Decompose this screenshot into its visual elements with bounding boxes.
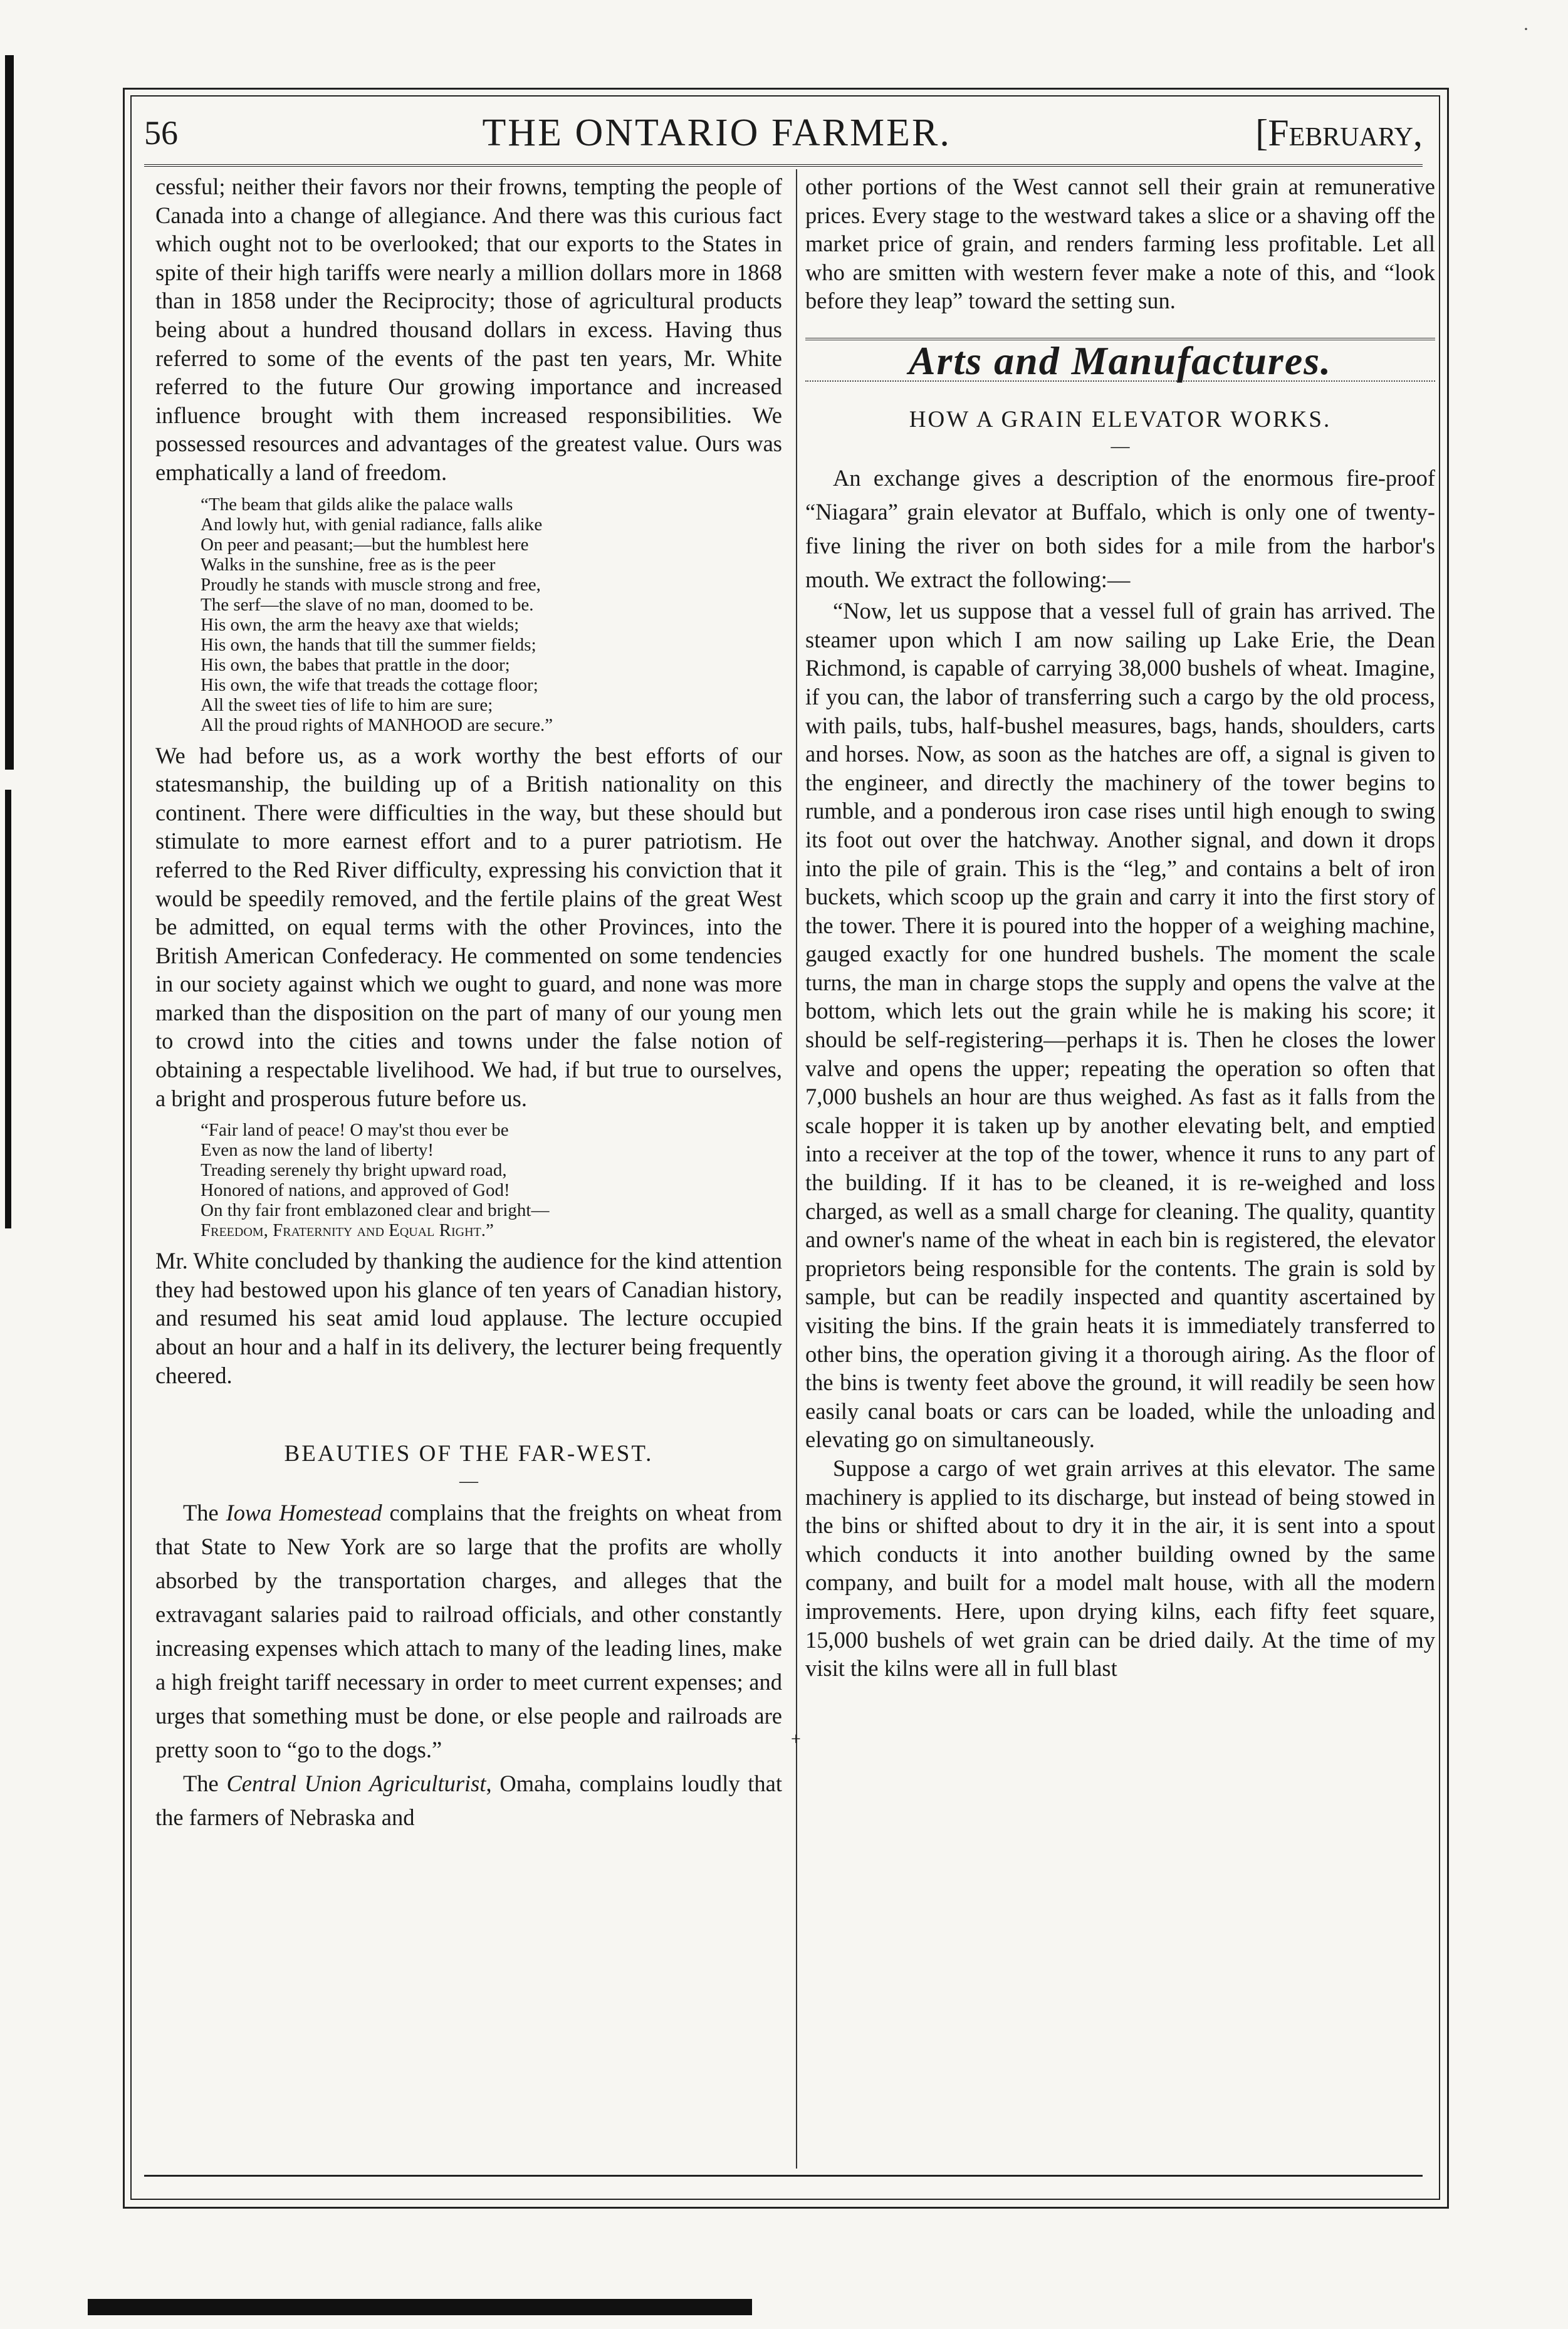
poem-line: His own, the babes that prattle in the door; (201, 654, 510, 675)
scan-edge-mark (88, 2299, 752, 2315)
poem-line: And lowly hut, with genial radiance, falls alike (201, 514, 543, 535)
binding-edge-mark-lower (5, 790, 11, 1228)
publication-title: THE ONTARIO FARMER. (482, 111, 951, 154)
article-paragraph: “Now, let us suppose that a vessel full of grain has arrived. The steamer upon which I am now sailing up Lake Erie, the Dean Richmond, is capable of carrying 38,000 bushels of wheat. Imagine, if you can, the labor of transferring such a cargo by the old process, with pails, tubs, half-bushel measures, bags, hands, shoulders, carts and horses. Now, as soon as the hatches are off, a signal is given to the engineer, and directly the machinery of the tower begins to rumble, and a ponderous iron case rises until high enough to swing its foot out over the hatchway. Another signal, and down it drops into the pile of grain. This is the “leg,” and contains a belt of iron buckets, which scoop up the grain and carry it into the first story of the tower. There it is poured into the hopper of a weighing machine, gauged exactly for one hundred bushels. The moment the scale turns, the man in charge stops the supply and opens the valve at the bottom, which lets out the grain while he is making his score; it should be self-registering—perhaps it is. Then he closes the lower valve and opens the upper; repeating the operation so often that 7,000 bushels an hour are thus weighed. As fast as it falls from the scale hopper it is taken up by another elevating belt, and emptied into a receiver at the top of the tower, whence it runs to any part of the building. If it has to be cleaned, it is re-weighed and loss charged, as well as a small charge for cleaning. The quality, quantity and owner's name of the wheat in each bin is registered, the elevator proprietors being responsible for the contents. The grain is sold by sample, but can be readily inspected and quantity ascertained by visiting the bins. If the grain heats it is immediately transferred to other bins, the operation giving it a thorough airing. As the floor of the bins is twenty feet above the ground, it will readily be seen how easily canal boats or cars can be loaded, while the unloading and elevating go on simultaneously. (805, 598, 1435, 1453)
section-title: Arts and Manufactures. (908, 338, 1332, 383)
poem-line: Freedom, Fraternity and Equal Right.” (201, 1220, 494, 1241)
poem-line: On thy fair front emblazoned clear and bright— (201, 1200, 550, 1221)
article-paragraph: An exchange gives a description of the enormous fire-proof “Niagara” grain elevator at Buffalo, which is only one of twenty-five lining the river on both sides for a mile from the harbor's mouth. We extract the following:— (805, 465, 1435, 593)
poem-line: Proudly he stands with muscle strong and free, (201, 574, 541, 595)
page-number: 56 (144, 114, 178, 152)
article-heading: HOW A GRAIN ELEVATOR WORKS. (909, 406, 1332, 432)
poem-line: On peer and peasant;—but the humblest here (201, 534, 529, 555)
column-divider (796, 169, 797, 2169)
left-column (155, 172, 782, 1834)
article-paragraph (155, 1767, 782, 1834)
newspaper-name: Central Union Agriculturist (226, 1770, 486, 1796)
article-paragraph: Mr. White concluded by thanking the audience for the kind attention they had bestowed upon his glance of ten years of Canadian history, and resumed his seat amid loud applause. The lecture occupied about an hour and a half in its delivery, the lecturer being frequently cheered. (155, 1248, 782, 1388)
article-paragraph: We had before us, as a work worthy the best efforts of our statesmanship, the building up of a British nationality on this continent. There were difficulties in the way, but these should but stimulate to more earnest effort and to a purer patriotism. He referred to the Red River difficulty, expressing his conviction that it would be speedily removed, and the fertile plains of the great West be admitted, on equal terms with the other Provinces, into the British American Confederacy. He commented on some tendencies in our society against which we ought to guard, and none was more marked than the disposition on the part of many of our young men to crowd into the cities and towns under the false notion of obtaining a respectable livelihood. We had, if but true to ourselves, a bright and prosperous future before us. (155, 742, 782, 1111)
article-continuation-paragraph: other portions of the West cannot sell their grain at remunerative prices. Every stage to the westward takes a slice or a shaving off the market price of grain, and renders farming less profitable. Let all who are smitten with western fever make a note of this, and “look before they leap” toward the setting sun. (805, 174, 1435, 314)
issue-month: [February, (1255, 112, 1423, 154)
text-run: The (183, 1770, 227, 1796)
poem-line: Even as now the land of liberty! (201, 1140, 434, 1161)
margin-mark: + (791, 1730, 801, 1749)
poem-line: Honored of nations, and approved of God! (201, 1180, 510, 1201)
poem-line: “Fair land of peace! O may'st thou ever be (201, 1120, 509, 1141)
poem-line: All the proud rights of MANHOOD are secure.” (201, 714, 553, 735)
text-run: The (183, 1499, 226, 1526)
article-paragraph (155, 1496, 782, 1767)
poem-line: His own, the wife that treads the cottage floor; (201, 674, 538, 695)
footer-rule (144, 2175, 1423, 2177)
poem-line: Walks in the sunshine, free as is the peer (201, 554, 496, 575)
article-continuation-paragraph: cessful; neither their favors nor their frowns, tempting the people of Canada into a change of allegiance. And there was this curious fact which ought not to be overlooked; that our exports to the States in spite of their high tariffs were nearly a million dollars more in 1868 than in 1858 under the Reciprocity; those of agricultural products being about a hundred thousand dollars in excess. Having thus referred to some of the events of the past ten years, Mr. White referred to the future Our growing importance and increased influence brought with them increased responsibilities. We possessed resources and advantages of the greatest value. Ours was emphatically a land of freedom. (155, 174, 782, 485)
heading-dash: — (459, 1470, 478, 1491)
header-rule (144, 164, 1423, 167)
poem-line: His own, the arm the heavy axe that wields; (201, 614, 520, 635)
article-heading: BEAUTIES OF THE FAR-WEST. (284, 1441, 654, 1467)
article-paragraph: Suppose a cargo of wet grain arrives at this elevator. The same machinery is applied to its discharge, but instead of being stowed in the bins or shifted about to dry it in the air, it is sent into a spout which conducts it into another building owned by the same company, and built for a model malt house, with all the modern improvements. Here, upon drying kilns, each fifty feet square, 15,000 bushels of wet grain can be dried daily. At the time of my visit the kilns were all in full blast (805, 1455, 1435, 1682)
text-run: complains that the freights on wheat from that State to New York are so large that the profits are wholly absorbed by the transportation charges, and alleges that the extravagant salaries paid to railroad officials, and other constantly increasing expenses which attach to many of the leading lines, make a high freight tariff necessary in order to meet current expenses; and urges that something must be done, or else people and railroads are pretty soon to “go to the dogs.” (155, 1499, 782, 1762)
poem-line: Treading serenely thy bright upward road, (201, 1160, 507, 1181)
page-header (144, 108, 1423, 158)
right-column (805, 172, 1435, 1683)
heading-dash: — (1111, 436, 1130, 457)
text-run: , Omaha, complains loudly that the farmers of Nebraska and (155, 1770, 783, 1830)
poem-quote-1 (201, 495, 782, 735)
poem-quote-2 (201, 1120, 782, 1240)
poem-line: All the sweet ties of life to him are sure; (201, 694, 493, 715)
binding-edge-mark (5, 55, 14, 770)
poem-line: “The beam that gilds alike the palace walls (201, 494, 513, 515)
newspaper-name: Iowa Homestead (226, 1499, 382, 1526)
poem-line: The serf—the slave of no man, doomed to be. (201, 594, 534, 615)
poem-line: His own, the hands that till the summer fields; (201, 634, 536, 655)
margin-speck: · (1523, 19, 1529, 39)
